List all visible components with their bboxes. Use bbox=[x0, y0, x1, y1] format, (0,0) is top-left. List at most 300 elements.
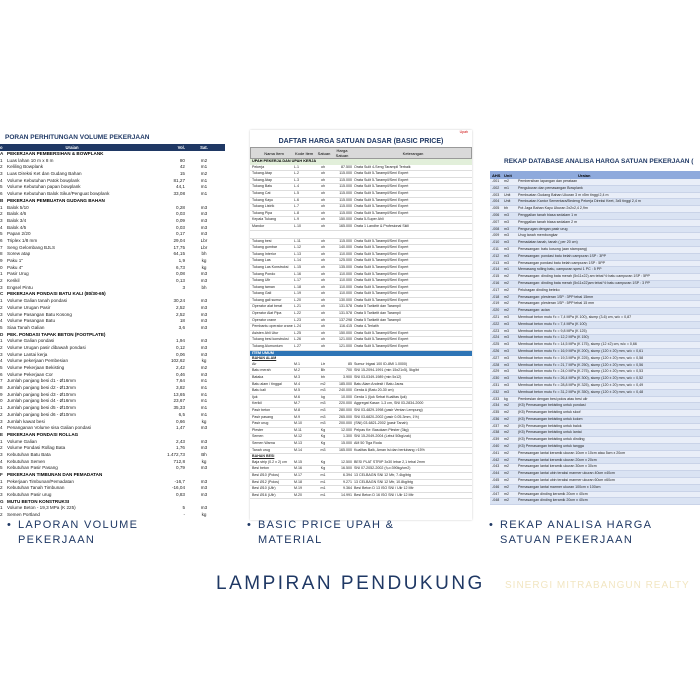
rekap-row bbox=[490, 356, 700, 363]
item-code: L.23 bbox=[294, 317, 301, 322]
rekap-unit: m2 bbox=[504, 471, 509, 476]
item-note: 13 CELBAGN SNI 12 Mtr, 7.4kg/btg bbox=[354, 472, 411, 477]
rekap-code: -017 bbox=[492, 287, 500, 292]
item-name: Tukang Atap bbox=[252, 171, 273, 176]
item-unit: bh bbox=[321, 375, 325, 379]
item-name: Tukang Gali bbox=[252, 291, 272, 296]
rekap-code: -009 bbox=[492, 233, 500, 238]
row-vol: 2,52 bbox=[176, 304, 185, 310]
item-code: L.17 bbox=[294, 278, 301, 283]
rekap-unit: m2 bbox=[504, 280, 509, 285]
item-unit: oh bbox=[321, 311, 325, 316]
row-uraian: PEKERJAAN PEMBUATAN GUDANG BAHAN bbox=[7, 197, 105, 203]
header-uraian: Uraian bbox=[65, 145, 79, 150]
row-vol: 5 bbox=[182, 505, 185, 511]
rekap-code: -001 bbox=[492, 179, 500, 183]
rekap-desc: (K5) Pemasangan bekisting untuk sloof bbox=[518, 410, 581, 415]
rekap-row bbox=[490, 410, 700, 417]
rekap-desc: Pemasangan dinding keramik 20cm x 40cm bbox=[518, 491, 588, 496]
item-note: Orata Sulit 5-Tarampil/Seni Expert bbox=[354, 177, 409, 182]
section-row bbox=[0, 198, 225, 205]
section-row bbox=[0, 432, 225, 439]
item-note: Orata 4-Terlatih bbox=[354, 324, 379, 329]
rekap-unit: m3 bbox=[504, 314, 509, 319]
item-unit: m1 bbox=[320, 472, 326, 477]
row-no: 4 bbox=[0, 358, 3, 364]
rekap-row bbox=[490, 342, 700, 349]
table-row bbox=[0, 492, 225, 499]
row-sat: m3 bbox=[200, 425, 208, 431]
row-uraian: Engsel Pintu bbox=[7, 284, 33, 290]
row-sat: m3 bbox=[200, 304, 208, 310]
item-note: Orata Sulit 5-Tarampil/Seni Expert bbox=[354, 264, 409, 269]
row-no: 6 bbox=[0, 191, 3, 197]
item-note: Orata Sulit 5-Tarampil/Seni Expert bbox=[354, 190, 409, 195]
item-code: L.3 bbox=[294, 177, 299, 182]
table-row bbox=[0, 398, 225, 405]
row-vol: 3,82 bbox=[176, 385, 185, 391]
price-row bbox=[250, 473, 472, 480]
rekap-code: -046 bbox=[492, 484, 500, 489]
rekap-row bbox=[490, 424, 700, 431]
rekap-code: -048 bbox=[492, 498, 500, 503]
row-vol: 13,65 bbox=[173, 391, 185, 397]
rekap-code: -045 bbox=[492, 478, 500, 483]
item-unit: oh bbox=[321, 210, 325, 215]
header-vol: Vol. bbox=[177, 145, 185, 150]
item-code: M.1 bbox=[294, 361, 300, 366]
table-row bbox=[0, 205, 225, 212]
table-row bbox=[0, 485, 225, 492]
rekap-row bbox=[490, 261, 700, 268]
rekap-unit: m3 bbox=[504, 376, 509, 381]
rekap-unit: m2 bbox=[504, 179, 509, 183]
price-row bbox=[250, 165, 472, 172]
rekap-row bbox=[490, 186, 700, 193]
rekap-desc: Membuat beton mutu f'c = 24,0 MPa (K 275), slump (120 ± 20) mm, w/c = 0,53 bbox=[518, 369, 644, 374]
price-row bbox=[250, 304, 472, 311]
item-name: Mandor bbox=[252, 223, 265, 228]
rekap-row bbox=[490, 227, 700, 234]
item-price: 9.271 bbox=[343, 479, 352, 484]
row-no: 2 bbox=[0, 344, 3, 350]
rekap-row bbox=[490, 335, 700, 342]
item-price: 165.000 bbox=[339, 223, 352, 228]
rekap-code: -038 bbox=[492, 430, 500, 435]
row-sat: m3 bbox=[200, 318, 208, 324]
row-sat: kg bbox=[201, 358, 207, 364]
row-uraian: Volume Pasangan Batu Kosong bbox=[7, 311, 72, 317]
item-note: Pelpas Ke: Basokam Plester (3kg) bbox=[354, 427, 409, 432]
item-unit: m3 bbox=[320, 447, 326, 452]
rekap-desc: Pembuatan Kantor Sementara/Bedeng Pekerja Direksi Keet, 3x5 tinggi 2,4 m bbox=[518, 199, 641, 204]
row-no: 3 bbox=[0, 351, 3, 357]
rekap-desc: Membuat beton mutu f'c = 16,9 MPa (K 200), slump (120 ± 20) mm, w/c = 0,61 bbox=[518, 348, 644, 353]
item-price: 115.000 bbox=[339, 190, 352, 195]
row-no: 2 bbox=[0, 211, 3, 217]
row-no: 2 bbox=[0, 512, 3, 518]
rekap-desc: Urug tanah membongkar bbox=[518, 233, 558, 238]
row-vol: 0,13 bbox=[176, 278, 185, 284]
item-code: L.9 bbox=[294, 217, 299, 222]
rekap-code: -012 bbox=[492, 253, 500, 258]
row-sat: m3 bbox=[200, 204, 208, 210]
item-unit: Kg bbox=[320, 427, 326, 432]
row-uraian: Balok 3/4 bbox=[7, 217, 27, 223]
item-price: 115.000 bbox=[339, 210, 352, 215]
row-uraian: Volume Pasangan Batu bbox=[7, 318, 56, 324]
row-no: G bbox=[0, 498, 4, 504]
item-price: 131.578 bbox=[339, 304, 352, 309]
rekap-row bbox=[490, 247, 700, 254]
price-row bbox=[250, 428, 472, 435]
row-sat: kg bbox=[201, 258, 207, 263]
item-name: Pembantu operator crane bbox=[252, 324, 293, 329]
item-name: Tukang Las bbox=[252, 258, 271, 263]
rekap-code: -047 bbox=[492, 491, 500, 496]
row-no: 1 bbox=[0, 438, 3, 444]
rekap-desc: (K5) Pemasangan bekisting untuk kolom bbox=[518, 416, 583, 421]
rekap-unit: m2 bbox=[504, 491, 509, 496]
item-price: 87.500 bbox=[341, 164, 352, 169]
rekap-desc: Pengukuran dan pemasangan Bowplank bbox=[518, 185, 583, 190]
item-name: Semen bbox=[252, 434, 264, 439]
row-vol: 44,1 bbox=[176, 184, 185, 190]
price-row bbox=[250, 441, 472, 448]
item-price: 10.000 bbox=[341, 394, 352, 399]
item-name: Tukang Pipa bbox=[252, 210, 273, 215]
rekap-desc: Pemasangan lantai marmer ukuran 100cm x 100cm bbox=[518, 484, 601, 489]
row-vol bbox=[137, 432, 189, 439]
rekap-desc: Pemasangan dinding keramik 20cm x 40cm bbox=[518, 498, 588, 503]
item-code: M.14 bbox=[294, 447, 302, 452]
item-note: Orata Sulit 5-Tarampil/Seni Expert bbox=[354, 204, 409, 209]
rekap-desc: Penggalian tanah biasa sedalam 2 m bbox=[518, 219, 578, 224]
rekap-row bbox=[490, 301, 700, 308]
row-uraian: Jumlah panjang besi d5 - Ø10mm bbox=[7, 405, 76, 411]
rekap-row bbox=[490, 383, 700, 390]
price-row bbox=[250, 285, 472, 292]
item-unit: m3 bbox=[320, 401, 326, 406]
row-sat: m3 bbox=[200, 371, 208, 377]
row-uraian: Jumlah panjang besi d2 - Ø13mm bbox=[7, 385, 76, 391]
rekap-row bbox=[490, 369, 700, 376]
item-price: 185.000 bbox=[339, 381, 352, 386]
rekap-code: -021 bbox=[492, 314, 500, 319]
rekap-row bbox=[490, 471, 700, 478]
table-row bbox=[0, 258, 225, 265]
row-sat: m3 bbox=[200, 351, 208, 357]
rekap-row bbox=[490, 267, 700, 274]
row-uraian: Volume Pondasi Rollag Bata bbox=[7, 445, 66, 451]
row-sat: m3 bbox=[200, 505, 208, 511]
row-vol: 0,06 bbox=[176, 351, 185, 357]
table-row bbox=[0, 238, 225, 245]
rekap-desc: Pemasangan: batu kosong (aan stampang) bbox=[518, 246, 587, 251]
rekap-unit: m2 bbox=[504, 294, 509, 299]
item-name: Air bbox=[252, 361, 257, 366]
row-vol: 0,46 bbox=[176, 371, 185, 377]
item-unit: oh bbox=[321, 171, 325, 176]
row-uraian: Volume Kebutuhan papan bowplank bbox=[7, 184, 81, 190]
item-note: Orata Sulit 5-Tarampil/Seni Expert bbox=[354, 278, 409, 283]
row-sat: m3 bbox=[200, 224, 208, 230]
row-vol: 0,83 bbox=[176, 492, 185, 498]
item-code: M.4 bbox=[294, 381, 300, 386]
row-uraian: Balok 4/5 bbox=[7, 224, 27, 230]
rekap-row bbox=[490, 274, 700, 281]
item-price: 12.500 bbox=[341, 459, 352, 464]
rekap-code: -033 bbox=[492, 396, 500, 401]
row-vol: 23,67 bbox=[173, 398, 185, 404]
rekap-desc: (K5) Pemasangan bekisting untuk lantai bbox=[518, 430, 582, 435]
item-note: Besi Beton D 16 ISO SNI / Ulir 12 Mtr bbox=[354, 492, 414, 497]
item-code: M.18 bbox=[294, 479, 302, 484]
row-sat: m3 bbox=[200, 278, 208, 284]
row-sat: Lbr bbox=[200, 244, 208, 250]
row-uraian: Seng Gelombang BJLS bbox=[7, 244, 56, 250]
item-price: 150.000 bbox=[339, 217, 352, 222]
row-no: 3 bbox=[0, 451, 3, 457]
rekap-unit: m3 bbox=[504, 226, 509, 231]
rekap-desc: Pembuatan Gudang Bahan Ukuran 3 m x5m tinggi 2,4 m bbox=[518, 192, 609, 197]
rekap-desc: Penggalian tanah biasa sedalam 1 m bbox=[518, 212, 578, 217]
item-code: L.15 bbox=[294, 264, 301, 269]
row-sat bbox=[189, 472, 219, 479]
price-row bbox=[250, 291, 472, 298]
row-vol: 81,27 bbox=[173, 177, 185, 183]
row-vol: 64,15 bbox=[173, 251, 185, 257]
table-row bbox=[0, 459, 225, 466]
rekap-unit: m2 bbox=[504, 416, 509, 421]
table-row bbox=[0, 271, 225, 278]
item-price: 280.000 bbox=[339, 407, 352, 412]
rekap-desc: Membuat beton mutu f'c = 9,8 MPa (K 125) bbox=[518, 328, 587, 333]
item-note: Orata Sulit 5-Tarampil/Seni Expert bbox=[354, 297, 409, 302]
rekap-row bbox=[490, 363, 700, 370]
item-note: BESI PLAT STRIP 3x30 lebar 2,1 tebal 2mm bbox=[354, 459, 425, 464]
item-unit: oh bbox=[321, 278, 325, 283]
bullet-icon: • bbox=[7, 519, 13, 531]
rekap-unit: m3 bbox=[504, 369, 509, 374]
item-unit: m1 bbox=[320, 492, 326, 497]
row-no: 3 bbox=[0, 418, 3, 424]
price-row bbox=[250, 401, 472, 408]
item-price: 700 bbox=[346, 368, 352, 373]
item-unit: Kg bbox=[320, 459, 326, 464]
row-no: 0 bbox=[0, 264, 3, 270]
section-row bbox=[0, 151, 225, 158]
section-row bbox=[0, 291, 225, 298]
row-vol: 17,75 bbox=[173, 244, 185, 250]
caption-volume-line1: LAPORAN VOLUME bbox=[18, 519, 139, 531]
row-no: 6 bbox=[0, 237, 3, 243]
item-note: Batu Alam Andesit / Batu Jaras bbox=[354, 381, 404, 386]
row-sat: m1 bbox=[200, 405, 208, 411]
item-code: M.5 bbox=[294, 388, 300, 393]
item-price: 15.000 bbox=[341, 440, 352, 445]
price-row bbox=[250, 239, 472, 246]
row-uraian: Volume Galian tanah pondasi bbox=[7, 298, 68, 304]
row-no: 7 bbox=[0, 378, 3, 384]
rekap-row bbox=[490, 349, 700, 356]
rekap-row bbox=[490, 329, 700, 336]
row-sat bbox=[189, 432, 219, 439]
price-row bbox=[250, 252, 472, 259]
row-uraian: Jumlah panjang besi d4 - Ø16mm bbox=[7, 398, 76, 404]
row-uraian: Volume Beton - 19,3 MPa (K 225) bbox=[7, 505, 76, 511]
row-no: 1 bbox=[0, 271, 3, 277]
row-vol: 42 bbox=[179, 164, 185, 170]
section-row bbox=[0, 332, 225, 339]
rekap-code: -042 bbox=[492, 457, 500, 462]
item-unit: oh bbox=[321, 184, 325, 189]
rekap-code: -034 bbox=[492, 403, 500, 408]
rekap-desc: Membuat beton mutu f'c = 19,3 MPa (K 225), slump (120 ± 20) mm, w/c = 0,58 bbox=[518, 355, 644, 360]
table-row bbox=[0, 465, 225, 472]
item-unit: oh bbox=[321, 264, 325, 269]
section-row bbox=[0, 472, 225, 479]
rekap-desc: Pemasangan: plesteran 1SP : 5PP tebal 15 mm bbox=[518, 301, 595, 306]
item-note: Sumur Irigasi 100 ID-8MI 1.0000) bbox=[354, 361, 408, 366]
row-vol bbox=[137, 332, 189, 339]
item-unit: Bh bbox=[320, 368, 326, 373]
item-name: Tukang Batu bbox=[252, 184, 273, 189]
row-uraian: Paku 1" bbox=[7, 258, 23, 263]
row-uraian: Kebutuhan Batu Bata bbox=[7, 451, 51, 457]
price-row bbox=[250, 224, 472, 231]
rekap-unit: m2 bbox=[504, 301, 509, 306]
row-uraian: Kebutuhan Pasir Pasang bbox=[7, 465, 58, 471]
rekap-desc: Membuat beton mutu f'c = 12,2 MPa (K 150) bbox=[518, 335, 589, 340]
item-note: (SNI) 03-6821-2002 (pasir Tanah) bbox=[354, 421, 408, 426]
item-price: 14.991 bbox=[341, 492, 352, 497]
item-name: Tukang Alumunium bbox=[252, 344, 283, 349]
row-no: 9 bbox=[0, 258, 3, 263]
rekap-unit: kg bbox=[504, 396, 508, 401]
row-uraian: Papan 2/20 bbox=[7, 231, 31, 237]
item-note: Orata Sulit 4-Seng Tarampil Terbaik bbox=[354, 164, 411, 169]
item-name: Tukang Cat bbox=[252, 190, 271, 195]
item-unit: oh bbox=[321, 324, 325, 329]
rekap-unit: m3 bbox=[504, 233, 509, 238]
table-row bbox=[0, 352, 225, 359]
rekap-desc: Pemasangan: dinding bata merah (5x11x22) am tebal ½ batu campuran 1SP : 5PP bbox=[518, 274, 650, 279]
row-no: 4 bbox=[0, 318, 3, 324]
rekap-unit: m2 bbox=[504, 457, 509, 462]
row-sat: m2 bbox=[200, 171, 208, 177]
item-code: L.7 bbox=[294, 204, 299, 209]
rekap-unit: m2 bbox=[504, 403, 509, 408]
rekap-desc: Membuat beton mutu f'c = 26,4 MPa (K 300), slump (120 ± 20) mm, w/c = 0,52 bbox=[518, 376, 644, 381]
rekap-desc: Membuat beton mutu f'c = 7,4 MPa (K 100), slump (3-6) cm, w/c = 0,87 bbox=[518, 314, 632, 319]
rekap-row bbox=[490, 254, 700, 261]
rekap-title: REKAP DATABASE ANALISA HARGA SATUAN PEKERJAAN ( bbox=[504, 158, 694, 165]
item-code: L.25 bbox=[294, 330, 301, 335]
item-code: L.4 bbox=[294, 184, 299, 189]
row-sat: kg bbox=[201, 264, 207, 270]
item-price: 165.000 bbox=[339, 447, 352, 452]
table-row bbox=[0, 338, 225, 345]
item-unit: Kg bbox=[320, 440, 326, 445]
rekap-row bbox=[490, 458, 700, 465]
row-vol: 3 bbox=[182, 284, 185, 290]
rekap-row bbox=[490, 193, 700, 200]
row-vol: 0,03 bbox=[176, 211, 185, 217]
rekap-code: -008 bbox=[492, 226, 500, 231]
price-row bbox=[250, 198, 472, 205]
item-name: Operator crane bbox=[252, 317, 277, 322]
item-code: L.19 bbox=[294, 291, 301, 296]
item-price: 125.000 bbox=[339, 258, 352, 263]
row-sat: m3 bbox=[200, 311, 208, 317]
item-name: Operator Alat Pipa bbox=[252, 311, 282, 316]
row-vol: 102,62 bbox=[170, 358, 185, 364]
item-price: 110.000 bbox=[339, 278, 352, 283]
row-sat: m1 bbox=[200, 378, 208, 384]
item-note: Gerda A (Batu 20-30 cm) bbox=[354, 388, 394, 393]
row-uraian: Pekerjaan Timbunan/Pemadatan bbox=[7, 478, 74, 484]
item-note: Orata Sulit 5-Tarampil/Seni Expert bbox=[354, 337, 409, 342]
row-uraian: Jumlah panjang besi d3 - Ø10mm bbox=[7, 391, 76, 397]
row-uraian: Keliling Bowplank bbox=[7, 164, 44, 170]
header-unit: Unit bbox=[504, 172, 512, 178]
rekap-code: -006 bbox=[492, 212, 500, 217]
item-unit: oh bbox=[321, 190, 325, 195]
row-vol bbox=[137, 151, 189, 158]
row-uraian: Volume Galian bbox=[7, 438, 37, 444]
item-name: Batu merah bbox=[252, 368, 271, 373]
item-unit: oh bbox=[321, 330, 325, 335]
row-no: 1 bbox=[0, 505, 3, 511]
rekap-code: -026 bbox=[492, 348, 500, 353]
row-vol bbox=[137, 499, 189, 506]
row-sat: m1 bbox=[200, 191, 208, 197]
price-table-header bbox=[250, 147, 472, 159]
row-vol: 2,43 bbox=[176, 438, 185, 444]
row-sat: m3 bbox=[200, 445, 208, 451]
price-row bbox=[250, 217, 472, 224]
rekap-unit: m2 bbox=[504, 410, 509, 415]
price-row bbox=[250, 415, 472, 422]
row-vol: 1.472,73 bbox=[167, 451, 185, 457]
rekap-table-body bbox=[490, 179, 700, 505]
row-no: F bbox=[0, 472, 3, 477]
row-uraian: Volume Galian pondasi bbox=[7, 338, 55, 344]
item-name: Tukang gali sumur bbox=[252, 297, 282, 302]
caption-basic-line2: MATERIAL bbox=[258, 534, 323, 546]
item-code: L.6 bbox=[294, 197, 299, 202]
item-price: 265.000 bbox=[339, 414, 352, 419]
row-sat: Bh bbox=[201, 451, 207, 457]
item-code: M.2 bbox=[294, 368, 300, 373]
rekap-row bbox=[490, 397, 700, 404]
table-row bbox=[0, 505, 225, 512]
row-no: E bbox=[0, 431, 4, 437]
rekap-row bbox=[490, 179, 700, 186]
item-unit: Kg bbox=[320, 466, 326, 471]
item-name: Tukang Kayu bbox=[252, 197, 274, 202]
price-row bbox=[250, 448, 472, 455]
rekap-code: -014 bbox=[492, 267, 500, 272]
price-row bbox=[250, 331, 472, 338]
item-unit: oh bbox=[321, 291, 325, 296]
item-name: Besi Ø16 (Ulir) bbox=[252, 492, 276, 497]
item-code: L.22 bbox=[294, 311, 301, 316]
item-code: L.27 bbox=[294, 344, 301, 349]
bullet-icon: • bbox=[247, 519, 253, 531]
rekap-unit: m3 bbox=[504, 328, 509, 333]
